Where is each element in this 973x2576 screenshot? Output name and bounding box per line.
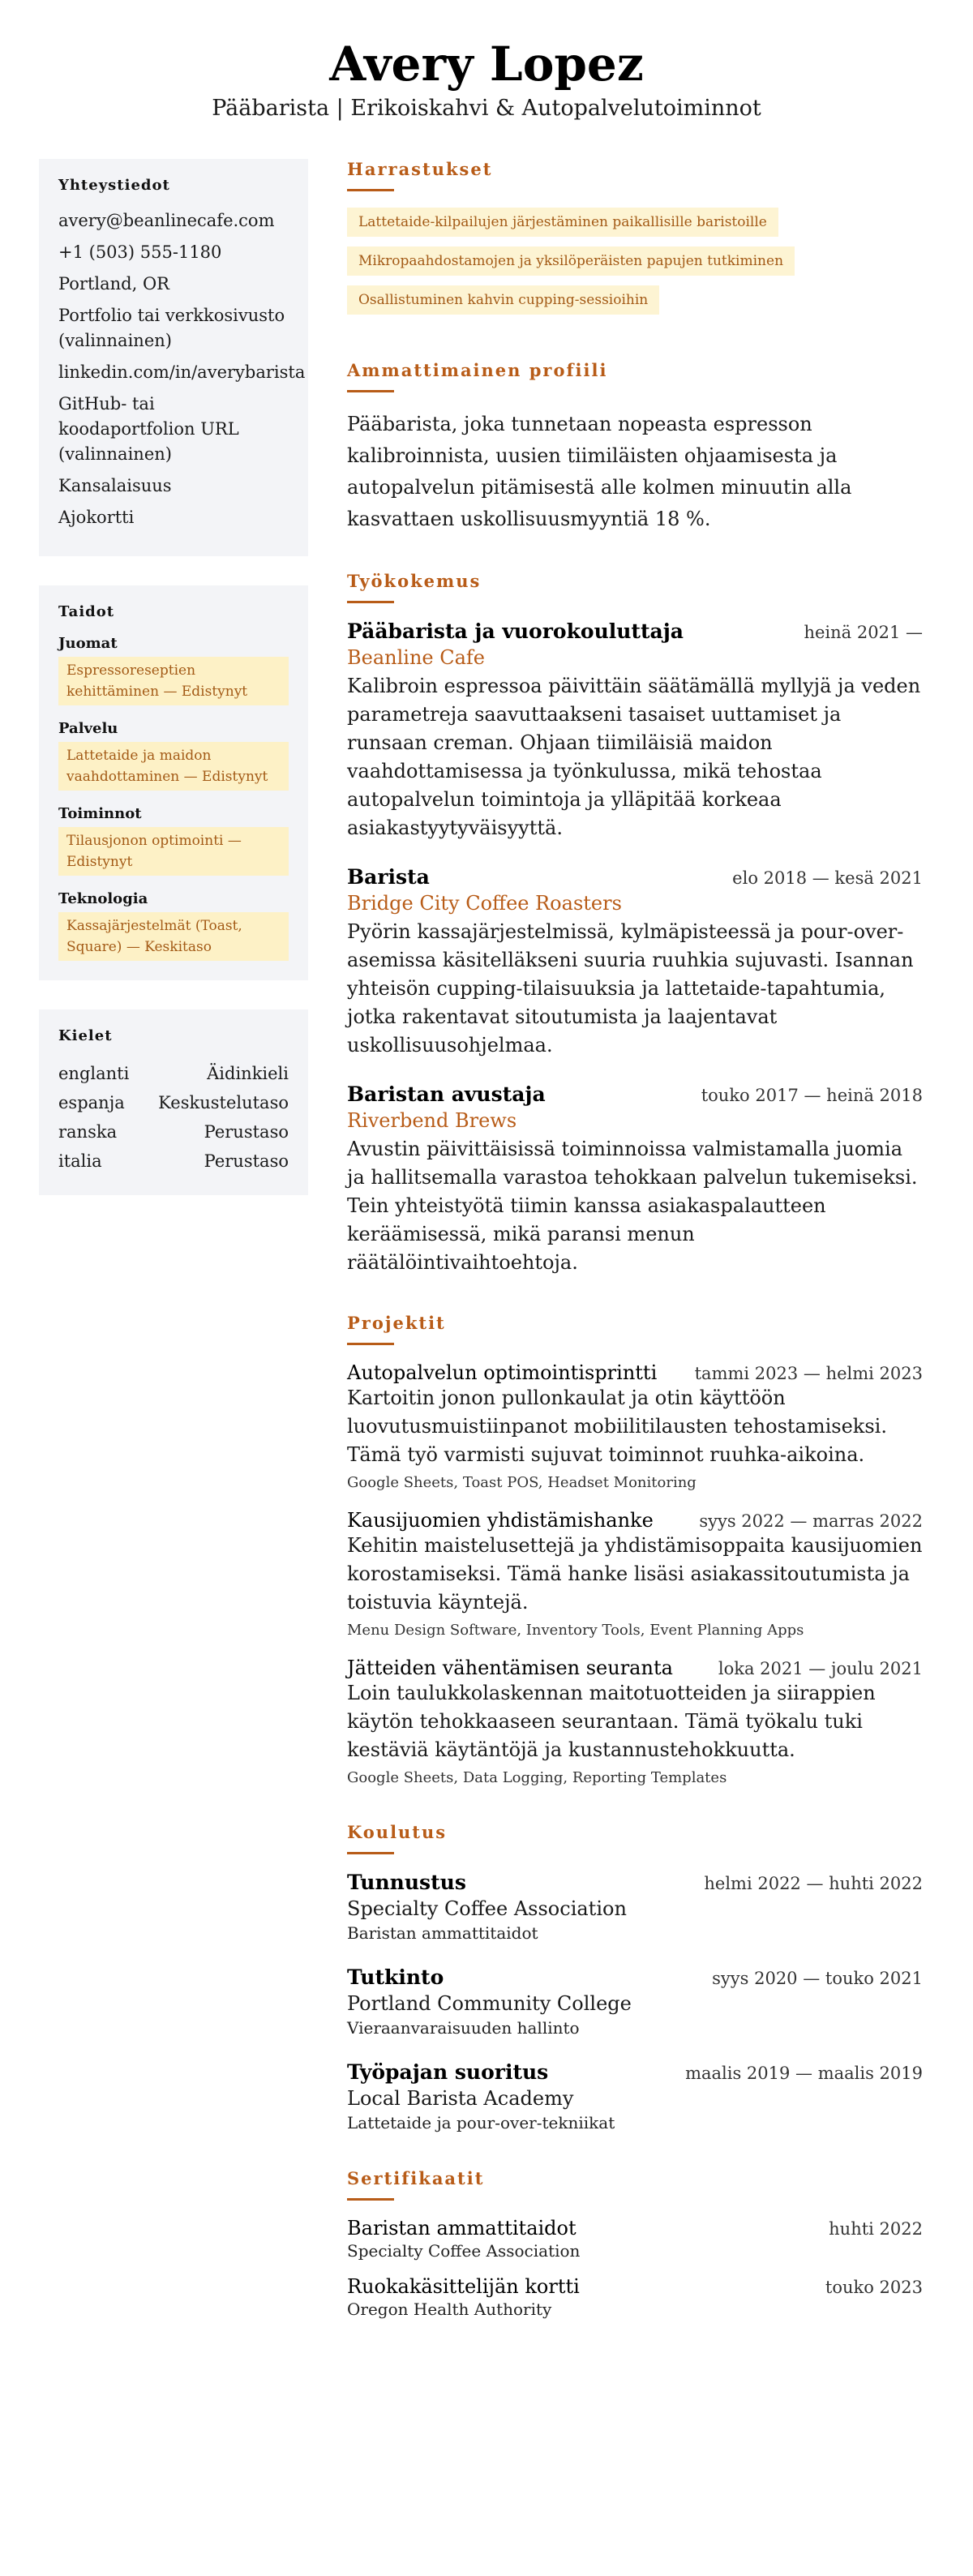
project-description: Kartoitin jonon pullonkaulat ja otin käyttöön luovutusmuistiinpanot mobiilitilausten tehostamiseksi. Tämä työ varmisti sujuvat toiminnot ruuhka-aikoina.: [347, 1387, 887, 1466]
contact-phone: +1 (503) 555-1180: [58, 242, 222, 262]
section-divider: [347, 1852, 394, 1854]
company-name: Riverbend Brews: [347, 1109, 517, 1132]
project-tech: Google Sheets, Data Logging, Reporting Templates: [347, 1769, 727, 1786]
hobby-tag: Osallistuminen kahvin cupping-sessioihin: [347, 285, 659, 315]
language-name: italia: [58, 1151, 102, 1171]
section-divider: [347, 390, 394, 392]
skill-group: [58, 635, 289, 705]
languages-title: Kielet: [58, 1027, 113, 1044]
candidate-subtitle: Pääbarista | Erikoiskahvi & Autopalvelutoiminnot: [212, 95, 761, 121]
company-name: Bridge City Coffee Roasters: [347, 892, 622, 915]
skill-tag: Kassajärjestelmät (Toast, Square) — Keskitaso: [58, 912, 289, 961]
section-title: Ammattimainen profiili: [347, 360, 608, 380]
degree-title: Työpajan suoritus: [347, 2060, 549, 2084]
project-dates: loka 2021 — joulu 2021: [718, 1659, 923, 1678]
field-of-study: Lattetaide ja pour-over-tekniikat: [347, 2113, 615, 2132]
section-divider: [347, 1343, 394, 1345]
entry-header: [347, 619, 923, 643]
projects-section: [347, 1313, 923, 1786]
section-title: Työkokemus: [347, 571, 482, 591]
company-name: Beanline Cafe: [347, 646, 486, 669]
education-entry: [347, 2060, 923, 2132]
project-name: Jätteiden vähentämisen seuranta: [347, 1657, 673, 1679]
education-section: [347, 1822, 923, 2132]
job-dates: touko 2017 — heinä 2018: [701, 1086, 923, 1105]
section-divider: [347, 189, 394, 191]
project-entry: [347, 1657, 923, 1786]
institution-name: Local Barista Academy: [347, 2087, 574, 2110]
section-divider: [347, 2198, 394, 2201]
skill-tag: Tilausjonon optimointi — Edistynyt: [58, 827, 289, 876]
contact-portfolio: Portfolio tai verkkosivusto (valinnainen): [58, 306, 285, 350]
language-row: [58, 1059, 289, 1088]
project-dates: tammi 2023 — helmi 2023: [694, 1364, 923, 1383]
entry-header: [347, 1965, 923, 1989]
certification-entry: [347, 2217, 923, 2261]
skill-category: Palvelu: [58, 720, 118, 737]
profile-text: Pääbarista, joka tunnetaan nopeasta espresson kalibroinnista, uusien tiimiläisten ohjaamisesta ja autopalvelun pitämisestä alle kolmen minuutin alla kasvattaen uskollisuusmyyntiä 18 %.: [347, 413, 852, 530]
project-description: Kehitin maistelusettejä ja yhdistämisoppaita kausijuomien korostamiseksi. Tämä hanke lisäsi asiakassitoutumista ja toistuvia käyntejä.: [347, 1534, 923, 1614]
entry-header: [347, 865, 923, 889]
institution-name: Portland Community College: [347, 1992, 632, 2015]
section-title: Projektit: [347, 1313, 446, 1333]
language-name: englanti: [58, 1064, 130, 1083]
education-dates: syys 2020 — touko 2021: [712, 1969, 923, 1988]
project-description: Loin taulukkolaskennan maitotuotteiden ja siirappien käytön tehokkaaseen seurantaan. Tämä työkalu tuki kestäviä käytäntöjä ja kustannustehokkuutta.: [347, 1682, 876, 1761]
contact-email[interactable]: avery@beanlinecafe.com: [58, 211, 275, 230]
language-row: [58, 1088, 289, 1117]
certification-date: touko 2023: [825, 2278, 923, 2297]
education-entry: [347, 1965, 923, 2038]
language-name: ranska: [58, 1122, 118, 1142]
language-row: [58, 1147, 289, 1176]
entry-header: [347, 1657, 923, 1679]
hobby-tag: Mikropaahdostamojen ja yksilöperäisten papujen tutkiminen: [347, 246, 795, 276]
education-dates: helmi 2022 — huhti 2022: [704, 1874, 923, 1893]
certification-issuer: Oregon Health Authority: [347, 2300, 552, 2319]
language-row: [58, 1117, 289, 1147]
experience-entry: [347, 1082, 923, 1277]
field-of-study: Baristan ammattitaidot: [347, 1923, 538, 1943]
entry-header: [347, 2060, 923, 2084]
section-title: Koulutus: [347, 1822, 448, 1842]
project-name: Autopalvelun optimointisprintti: [347, 1361, 658, 1384]
hobby-list: [347, 208, 923, 324]
project-name: Kausijuomien yhdistämishanke: [347, 1509, 654, 1532]
contact-license: Ajokortti: [58, 508, 135, 527]
contact-citizenship: Kansalaisuus: [58, 476, 172, 495]
profile-section: [347, 360, 923, 535]
certification-entry: [347, 2275, 923, 2319]
certification-issuer: Specialty Coffee Association: [347, 2241, 581, 2261]
resume-header: [0, 0, 973, 121]
skill-group: [58, 890, 289, 961]
language-level: Perustaso: [204, 1122, 289, 1142]
project-entry: [347, 1361, 923, 1491]
job-title: Pääbarista ja vuorokouluttaja: [347, 619, 684, 643]
contact-linkedin[interactable]: linkedin.com/in/averybarista: [58, 362, 306, 382]
entry-header: [347, 1871, 923, 1894]
experience-entry: [347, 619, 923, 842]
entry-header: [347, 2275, 923, 2298]
certification-date: huhti 2022: [829, 2219, 923, 2239]
skill-tag: Lattetaide ja maidon vaahdottaminen — Edistynyt: [58, 742, 289, 791]
certifications-section: [347, 2168, 923, 2319]
entry-header: [347, 1509, 923, 1532]
section-title: Sertifikaatit: [347, 2168, 485, 2188]
job-description: Avustin päivittäisissä toiminnoissa valmistamalla juomia ja hallitsemalla varastoa tehokkaan palvelun tukemiseksi. Tein yhteistyötä tiimin kanssa asiakaspalautteen keräämisessä, mikä paransi menun räätälöintivaihtoehtoja.: [347, 1138, 918, 1274]
project-entry: [347, 1509, 923, 1639]
certification-name: Ruokakäsittelijän kortti: [347, 2275, 580, 2298]
language-level: Perustaso: [204, 1151, 289, 1171]
hobby-tag: Lattetaide-kilpailujen järjestäminen paikallisille baristoille: [347, 208, 778, 237]
degree-title: Tutkinto: [347, 1965, 444, 1989]
job-title: Barista: [347, 865, 430, 889]
skill-category: Toiminnot: [58, 805, 142, 822]
contact-title: Yhteystiedot: [58, 177, 170, 194]
skill-category: Teknologia: [58, 890, 148, 907]
language-level: Keskustelutaso: [158, 1093, 289, 1112]
entry-header: [347, 1082, 923, 1106]
entry-header: [347, 2217, 923, 2240]
job-description: Kalibroin espressoa päivittäin säätämällä myllyjä ja veden parametreja saavuttaakseni tasaiset uuttamiset ja runsaan creman. Ohjaan tiimiläisiä maidon vaahdottamisessa ja työnkulussa, mikä tehostaa autopalvelun toimintoja ja ylläpitää korkeaa asiakastyytyväisyyttä.: [347, 675, 921, 839]
contact-github: GitHub- tai koodaportfolion URL (valinnainen): [58, 394, 239, 464]
skills-box: [39, 585, 308, 980]
certification-name: Baristan ammattitaidot: [347, 2217, 577, 2240]
skill-group: [58, 805, 289, 876]
experience-entry: [347, 865, 923, 1060]
main-content: [347, 159, 923, 2355]
project-tech: Menu Design Software, Inventory Tools, Event Planning Apps: [347, 1622, 804, 1639]
sidebar: [39, 159, 308, 1224]
section-divider: [347, 601, 394, 603]
job-title: Baristan avustaja: [347, 1082, 546, 1106]
education-entry: [347, 1871, 923, 1943]
language-name: espanja: [58, 1093, 125, 1112]
language-level: Äidinkieli: [207, 1064, 289, 1083]
section-title: Harrastukset: [347, 159, 493, 179]
education-dates: maalis 2019 — maalis 2019: [685, 2064, 923, 2083]
contact-location: Portland, OR: [58, 274, 169, 294]
skill-category: Juomat: [58, 635, 118, 652]
languages-box: [39, 1009, 308, 1195]
entry-header: [347, 1361, 923, 1384]
institution-name: Specialty Coffee Association: [347, 1897, 627, 1920]
skill-group: [58, 720, 289, 791]
project-tech: Google Sheets, Toast POS, Headset Monitoring: [347, 1474, 697, 1491]
experience-section: [347, 571, 923, 1277]
project-dates: syys 2022 — marras 2022: [699, 1511, 923, 1531]
contact-box: [39, 159, 308, 556]
job-dates: heinä 2021 —: [804, 623, 923, 642]
field-of-study: Vieraanvaraisuuden hallinto: [347, 2018, 580, 2038]
candidate-name: Avery Lopez: [329, 36, 644, 92]
job-description: Pyörin kassajärjestelmissä, kylmäpisteessä ja pour-over-asemissa käsitelläkseni suuria ruuhkia sujuvasti. Isannan yhteisön cupping-tilaisuuksia ja lattetaide-tapahtumia, jotka rakentavat sitoutumista ja laajentavat uskollisuusohjelmaa.: [347, 920, 914, 1057]
skills-title: Taidot: [58, 603, 115, 620]
degree-title: Tunnustus: [347, 1871, 466, 1894]
hobbies-section: [347, 159, 923, 324]
job-dates: elo 2018 — kesä 2021: [732, 868, 923, 888]
skill-tag: Espressoreseptien kehittäminen — Edistynyt: [58, 657, 289, 705]
